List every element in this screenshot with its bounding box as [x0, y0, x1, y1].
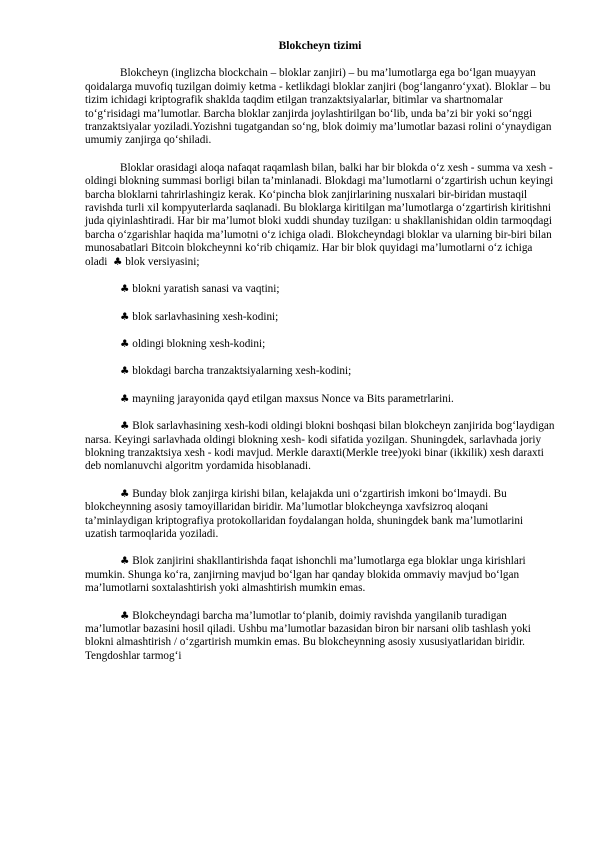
paragraph-text: Blok zanjirini shakllantirishda faqat ishonchli ma’lumotlarga ega bloklar unga kirishlari mumkin. Shunga ko‘ra, zanjirning mavjud bo‘lgan har qanday blokida ommaviy mavjud bo‘lgan ma’lumotlarni soxtalashtirish yoki almashtirish mumkin emas. [85, 555, 526, 595]
club-bullet-icon: ♣ [120, 609, 130, 622]
list-item-text: mayniing jarayonida qayd etilgan maxsus Nonce va Bits parametrlarini. [129, 392, 454, 405]
list-item-text: blokni yaratish sanasi va vaqtini; [129, 283, 280, 296]
list-item [85, 365, 555, 378]
club-bullet-icon: ♣ [120, 420, 130, 433]
list-item-text: blokdagi barcha tranzaktsiyalarning xesh-kodini; [129, 365, 352, 378]
paragraph-text: Blok sarlavhasining xesh-kodi oldingi blokni boshqasi bilan blokcheyn zanjirida bog‘laydigan narsa. Keyingi sarlavhada oldingi blokning xesh- kodi sifatida yozilgan. Shuningdek, sarlavhada joriy blokning tranzaktsiya xesh - kodi mavjud. Merkle daraxti(Merkle tree)yoki binar (ikkilik) xesh daraxti deb nomlanuvchi algoritm yordamida hisoblanadi. [85, 420, 555, 473]
paragraph-immutability [85, 488, 555, 542]
list-item [85, 338, 555, 351]
club-bullet-icon: ♣ [120, 555, 130, 568]
list-item [85, 311, 555, 324]
paragraph-text: Bloklar orasidagi aloqa nafaqat raqamlash bilan, balki har bir blokda o‘z xesh - summa va xesh - oldingi blokning summasi borligi bilan ta’minlanadi. Blokdagi ma’lumotlarni o‘zgartirish uchun keyingi barcha bloklarni tahrirlashingiz kerak. Ko‘pincha blok zanjirlarining nusxalari bir-biridan mustaqil ravishda turli xil kompyuterlarda saqlanadi. Bu bloklarga kiritilgan ma’lumotlarga o‘zgartirish kiritishni juda qiyinlashtiradi. Har bir ma’lumot bloki xuddi shunday tuzilgan: u shakllanishidan oldin tarmoqdagi barcha o‘zgarishlar haqida ma’lumotni o‘z ichiga oladi. Blokcheyndagi bloklar va ularning bir-biri bilan munosabatlari Bitcoin blokcheynni ko‘rib chiqamiz. Har bir blok quyidagi ma’lumotlarni o‘z ichiga oladi [85, 161, 554, 268]
paragraph-tail: blok versiyasini; [122, 255, 200, 268]
club-bullet-icon: ♣ [120, 487, 130, 500]
document-title: Blokcheyn tizimi [278, 40, 362, 52]
club-bullet-icon: ♣ [120, 310, 130, 323]
list-item-text: blok sarlavhasining xesh-kodini; [129, 310, 279, 323]
paragraph-block-links [85, 162, 555, 269]
list-item [85, 283, 555, 296]
paragraph-database [85, 610, 555, 664]
club-bullet-icon: ♣ [120, 283, 130, 296]
club-bullet-icon: ♣ [120, 337, 130, 350]
club-bullet-icon: ♣ [120, 392, 130, 405]
list-item-text: oldingi blokning xesh-kodini; [129, 337, 266, 350]
paragraph-intro: Blokcheyn (inglizcha blockchain – bloklar zanjiri) – bu ma’lumotlarga ega bo‘lgan muayyan qoidalarga muvofiq tuzilgan doimiy ketma - ketlikdagi bloklar zanjiri (bog‘langanro‘yxat). Bloklar – bu tizim ichidagi kriptografik shaklda taqdim etilgan tranzaktsiyalarlar, bitimlar va shartnomalar to‘g‘risidagi ma’lumotlar. Barcha bloklar zanjirda joylashtirilgan bo‘lib, unda ba’zi bir yoki so‘nggi tranzaktsiyalar yoziladi.Yozishni tugatgandan so‘ng, blok doimiy ma’lumotlar bazasi rolini o‘ynaydigan umumiy zanjirga qo‘shiladi. [85, 67, 552, 147]
document-page [85, 40, 555, 677]
paragraph-trusted-data [85, 555, 555, 595]
club-bullet-icon: ♣ [112, 255, 123, 268]
paragraph-header-hash [85, 420, 555, 474]
club-bullet-icon: ♣ [120, 365, 130, 378]
paragraph-text: Bunday blok zanjirga kirishi bilan, kelajakda uni o‘zgartirish imkoni bo‘lmaydi. Bu blokcheynning asosiy tamoyillaridan biridir. Ma’lumotlar blokcheynga xavfsizroq aloqani ta’minlaydigan kriptografiya protokollaridan foydalangan holda, shuningdek bank ma’lumotlarini uzatish tarmoqlarida yoziladi. [85, 487, 524, 540]
paragraph-text: Blokcheyndagi barcha ma’lumotlar to‘planib, doimiy ravishda yangilanib turadigan ma’lumotlar bazasini hosil qiladi. Ushbu ma’lumotlar bazasidan biron bir narsani olib tashlash yoki blokni almashtirish / o‘zgartirish mumkin emas. Bu blokcheynning asosiy xususiyatlaridan biridir. Tengdoshlar tarmog‘i [85, 609, 531, 662]
list-item [85, 393, 555, 406]
